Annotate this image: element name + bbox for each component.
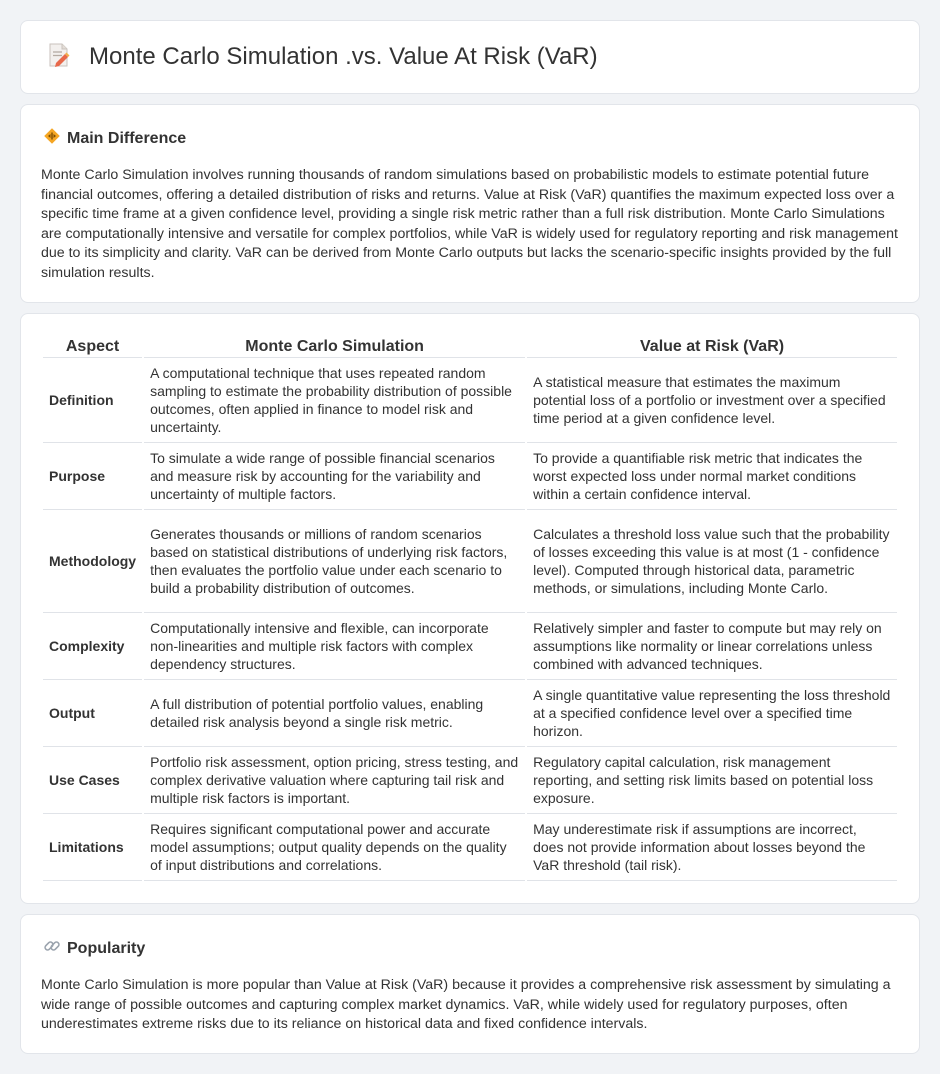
table-row — [43, 358, 897, 443]
monte-carlo-cell: A computational technique that uses repeated random sampling to estimate the probability distribution of possible outcomes, often applied in finance to model risk and uncertainty. — [144, 358, 525, 443]
popularity-text: Monte Carlo Simulation is more popular than Value at Risk (VaR) because it provides a comprehensive risk assessment by simulating a wide range of possible outcomes and capturing complex market dynamics. VaR, while widely used for regulatory purposes, often underestimates extreme risks due to its reliance on historical data and fixed confidence intervals. — [41, 977, 891, 1033]
aspect-cell: Purpose — [43, 443, 142, 510]
monte-carlo-cell: Computationally intensive and flexible, can incorporate non-linearities and multiple risk factors with complex dependency structures. — [144, 613, 525, 680]
comparison-table — [41, 334, 899, 881]
table-row — [43, 443, 897, 510]
monte-carlo-cell: Generates thousands or millions of random scenarios based on statistical distributions of underlying risk factors, then evaluates the portfolio value under each scenario to build a probability distribution of outcomes. — [144, 510, 525, 613]
var-cell: Calculates a threshold loss value such that the probability of losses exceeding this value is at most (1 - confidence level). Computed through historical data, parametric methods, or simulations, including Monte Carlo. — [527, 510, 897, 613]
table-row — [43, 510, 897, 613]
header-monte-carlo: Monte Carlo Simulation — [144, 334, 525, 358]
table-row — [43, 680, 897, 747]
diamond-arrows-icon — [43, 127, 61, 150]
main-difference-text: Monte Carlo Simulation involves running thousands of random simulations based on probabilistic models to estimate potential future financial outcomes, offering a detailed distribution of risks and returns. Value at Risk (VaR) quantifies the maximum expected loss over a specific time frame at a given confidence level, providing a single risk metric rather than a full risk distribution. Monte Carlo Simulations are computationally intensive and versatile for complex portfolios, while VaR is widely used for regulatory reporting and risk management due to its simplicity and clarity. VaR can be derived from Monte Carlo outputs but lacks the scenario-specific insights provided by the full simulation results. — [41, 167, 898, 281]
var-cell: May underestimate risk if assumptions are incorrect, does not provide information about losses beyond the VaR threshold (tail risk). — [527, 814, 897, 881]
header-var: Value at Risk (VaR) — [527, 334, 897, 358]
aspect-cell: Use Cases — [43, 747, 142, 814]
link-icon — [43, 937, 61, 960]
table-header-row — [43, 334, 897, 358]
var-cell: Relatively simpler and faster to compute but may rely on assumptions like normality or linear correlations unless combined with advanced techniques. — [527, 613, 897, 680]
var-cell: A statistical measure that estimates the maximum potential loss of a portfolio or investment over a specified time period at a given confidence level. — [527, 358, 897, 443]
monte-carlo-cell: A full distribution of potential portfolio values, enabling detailed risk analysis beyond a single risk metric. — [144, 680, 525, 747]
var-cell: A single quantitative value representing the loss threshold at a specified confidence level over a specified time horizon. — [527, 680, 897, 747]
var-cell: To provide a quantifiable risk metric that indicates the worst expected loss under normal market conditions within a certain confidence interval. — [527, 443, 897, 510]
monte-carlo-cell: Requires significant computational power and accurate model assumptions; output quality depends on the quality of input distributions and correlations. — [144, 814, 525, 881]
popularity-card — [20, 914, 920, 1054]
aspect-cell: Complexity — [43, 613, 142, 680]
title-card — [20, 20, 920, 94]
aspect-cell: Output — [43, 680, 142, 747]
popularity-heading: Popularity — [67, 939, 146, 957]
document-pencil-icon — [47, 42, 71, 73]
table-row — [43, 814, 897, 881]
monte-carlo-cell: To simulate a wide range of possible financial scenarios and measure risk by accounting for the variability and uncertainty of multiple factors. — [144, 443, 525, 510]
aspect-cell: Methodology — [43, 510, 142, 613]
aspect-cell: Definition — [43, 358, 142, 443]
monte-carlo-cell: Portfolio risk assessment, option pricing, stress testing, and complex derivative valuation where capturing tail risk and multiple risk factors is important. — [144, 747, 525, 814]
aspect-cell: Limitations — [43, 814, 142, 881]
main-difference-card — [20, 104, 920, 303]
page-title: Monte Carlo Simulation .vs. Value At Risk (VaR) — [89, 43, 598, 70]
var-cell: Regulatory capital calculation, risk management reporting, and setting risk limits based on potential loss exposure. — [527, 747, 897, 814]
comparison-card — [20, 313, 920, 904]
main-difference-heading: Main Difference — [67, 129, 187, 147]
header-aspect: Aspect — [43, 334, 142, 358]
table-row — [43, 747, 897, 814]
table-row — [43, 613, 897, 680]
